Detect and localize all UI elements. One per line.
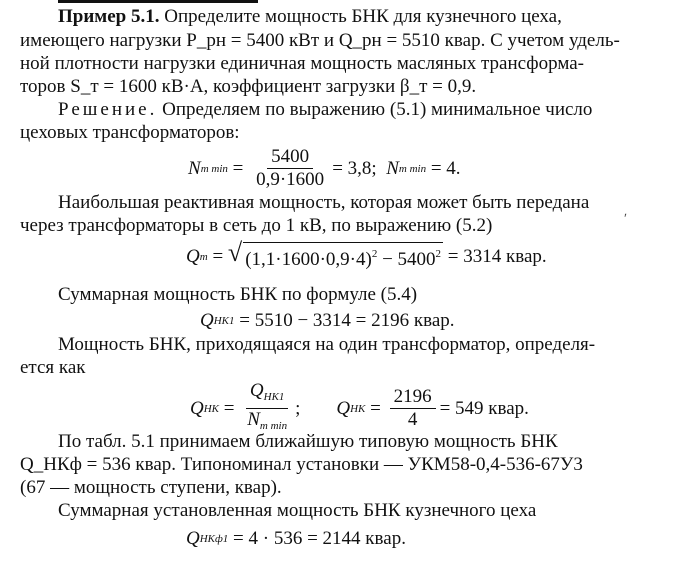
formula-1-denominator: 0,9·1600 xyxy=(256,169,325,190)
example-line-1-text: Определите мощность БНК для кузнечного цеха, xyxy=(159,6,562,27)
paragraph-5-line-1 xyxy=(58,334,595,356)
paragraph-6-line-1-text: По табл. 5.1 принимаем ближайшую типовую мощность БНК xyxy=(58,431,558,452)
formula-2-minus: − 5400 xyxy=(377,249,436,270)
formula-4-lhs: Q xyxy=(190,397,204,419)
formula-1-fraction xyxy=(252,146,328,191)
formula-1-rhs: N xyxy=(386,157,399,179)
formula-1-result: = 3,8; xyxy=(332,157,377,179)
formula-5-lhs-sub: НКф1 xyxy=(199,533,229,545)
formula-1-lhs: N xyxy=(188,157,201,179)
formula-reactive-power: Q т = √ $(1,1\cdot 1600\cdot 0,9\cdot 4)^2 - 5400^2$ = 3314 квар. xyxy=(186,238,547,270)
formula-3-lhs: Q xyxy=(200,310,214,331)
formula-4-lhs-2: Q xyxy=(336,397,351,419)
formula-4-lhs-2-sub: НК xyxy=(350,402,366,415)
formula-total-compensation xyxy=(200,310,455,332)
example-line-4-text: торов S_т = 1600 кВ·А, коэффициент загрузки β_т = 0,9. xyxy=(20,76,477,97)
paragraph-6-line-3-text: (67 — мощность ступени, квар). xyxy=(20,477,282,498)
formula-transformer-count: N т min = $\frac{5400}{0,9\cdot 1600}$ = 3,8; N т min = 4. xyxy=(188,146,461,190)
paragraph-5-line-2-text: ется как xyxy=(20,357,86,378)
formula-1-lhs-sub: т min xyxy=(200,162,228,175)
solution-heading: Решение. xyxy=(58,99,158,120)
solution-line-2-text: цеховых трансформаторов: xyxy=(20,122,240,143)
formula-1-rhs-value: = 4. xyxy=(430,157,461,179)
formula-4-result: = 549 квар. xyxy=(439,397,529,419)
formula-5-lhs: Q xyxy=(186,528,200,549)
example-line-3-text: ной плотности нагрузки единичная мощность масляных трансформа- xyxy=(20,53,584,74)
solution-line-2 xyxy=(20,122,240,144)
formula-4-numerator-sub: НК1 xyxy=(263,391,285,403)
example-line-2-text: имеющего нагрузки P_рн = 5400 кВт и Q_рн = 5510 квар. С учетом удель- xyxy=(20,30,620,51)
formula-4-fraction-2 xyxy=(390,386,436,431)
formula-4-denominator-sub: т min xyxy=(259,420,288,432)
paragraph-4-text: Суммарная мощность БНК по формуле (5.4) xyxy=(58,284,418,305)
example-line-1 xyxy=(58,6,562,28)
formula-4-denominator-2: 4 xyxy=(407,409,418,430)
example-heading: Пример 5.1. xyxy=(58,6,160,27)
paragraph-6-line-2-text: Q_НКф = 536 квар. Типономинал установки — УКМ58-0,4-536-67У3 xyxy=(20,454,583,475)
formula-3-result: = 5510 − 3314 = 2196 квар. xyxy=(239,310,455,331)
formula-4-numerator: Q xyxy=(249,380,264,401)
paragraph-4 xyxy=(58,284,417,306)
paragraph-6-line-1 xyxy=(58,431,558,453)
paragraph-3-line-1-text: Наибольшая реактивная мощность, которая может быть передана xyxy=(58,192,590,213)
example-line-4 xyxy=(20,76,476,98)
formula-2-lhs: Q xyxy=(186,245,200,267)
formula-1-rhs-sub: т min xyxy=(398,162,427,175)
stray-mark: ʹ xyxy=(624,212,628,227)
solution-line-1-text: Определяем по выражению (5.1) минимальное число xyxy=(157,99,593,120)
formula-4-lhs-sub: НК xyxy=(203,402,219,415)
formula-2-result: = 3314 квар. xyxy=(447,245,547,267)
formula-4-fraction xyxy=(243,380,291,437)
formula-4-numerator-2: 2196 xyxy=(390,386,436,409)
paragraph-7 xyxy=(58,500,536,522)
formula-2-sqrt: √ $(1,1\cdot 1600\cdot 0,9\cdot 4)^2 - 5400^2$ xyxy=(227,238,442,270)
paragraph-3-line-2-text: через трансформаторы в сеть до 1 кВ, по выражению (5.2) xyxy=(20,215,493,236)
top-rule xyxy=(58,0,258,3)
formula-installed-power xyxy=(186,528,406,550)
paragraph-5-line-1-text: Мощность БНК, приходящаяся на один трансформатор, определя- xyxy=(58,334,596,355)
formula-4-separator: ; xyxy=(295,397,301,419)
formula-2-power-2: 2 xyxy=(435,248,442,260)
example-line-2 xyxy=(20,30,620,52)
formula-2-radicand: (1,1·1600·0,9·4) xyxy=(245,249,372,270)
paragraph-6-line-2 xyxy=(20,454,583,476)
formula-3-lhs-sub: НК1 xyxy=(213,315,235,327)
paragraph-3-line-1 xyxy=(58,192,589,214)
formula-per-transformer: Q НК = $\frac{Q_{НК1}}{N_{т min}}$ ; Q НК = $\frac{2196}{4}$ = 549 квар. xyxy=(190,380,529,437)
paragraph-5-line-2 xyxy=(20,357,86,379)
formula-5-result: = 4 · 536 = 2144 квар. xyxy=(233,528,406,549)
solution-line-1 xyxy=(58,99,592,121)
formula-2-lhs-sub: т xyxy=(199,250,208,263)
formula-4-denominator: N xyxy=(247,409,260,430)
formula-1-numerator: 5400 xyxy=(267,146,313,169)
paragraph-7-text: Суммарная установленная мощность БНК кузнечного цеха xyxy=(58,500,537,521)
formula-2-power-1: 2 xyxy=(371,248,378,260)
example-line-3 xyxy=(20,53,584,75)
paragraph-3-line-2 xyxy=(20,215,492,237)
paragraph-6-line-3 xyxy=(20,477,282,499)
